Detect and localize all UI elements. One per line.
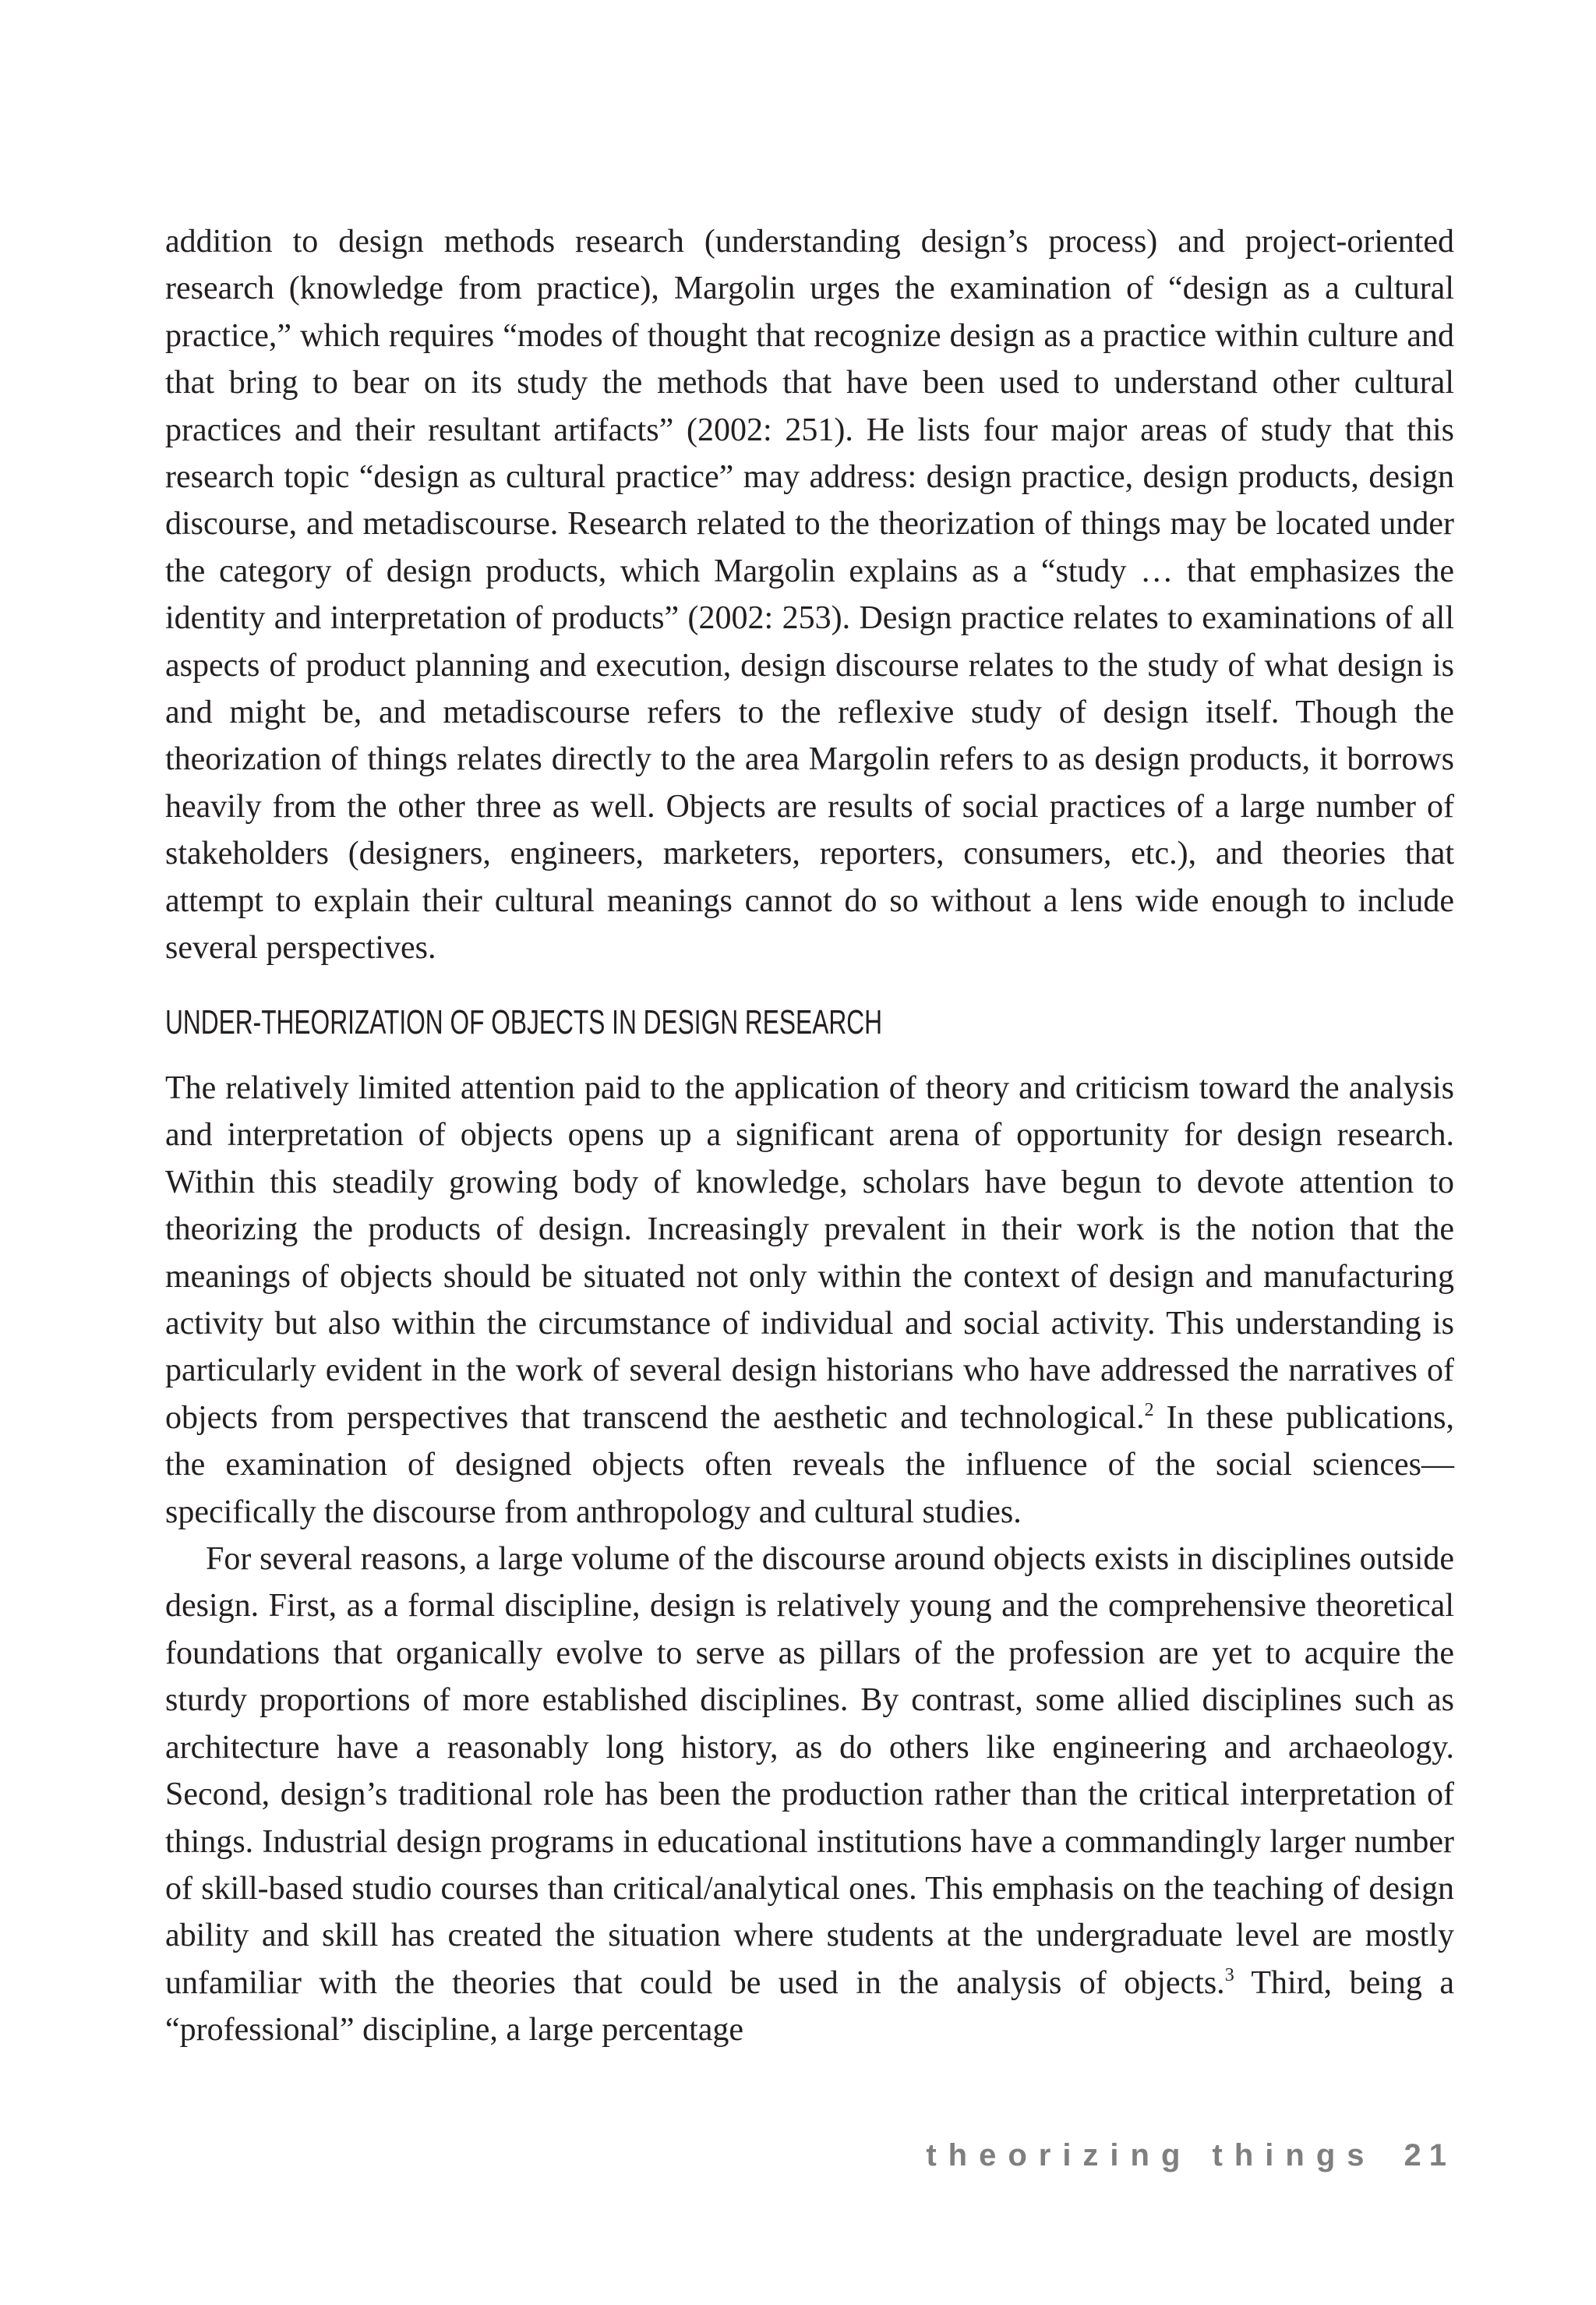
footnote-marker: 3 bbox=[1224, 1964, 1234, 1985]
paragraph-section-intro bbox=[165, 1065, 1454, 1536]
section-heading: UNDER-THEORIZATION OF OBJECTS IN DESIGN RESEARCH bbox=[165, 1003, 882, 1041]
paragraph-text: In these publications, the examination of designed objects often reveals the influence of the social sciences—specifically the discourse from anthropology and cultural studies. bbox=[165, 1399, 1454, 1530]
running-footer bbox=[926, 2136, 1454, 2175]
body-text-section bbox=[165, 1065, 1454, 2054]
paragraph-text: The relatively limited attention paid to the application of theory and criticism toward the analysis and interpretation of objects opens up a significant arena of opportunity for design research. Within this steadily growing body of knowledge, scholars have begun to devote attention to theorizing the products of design. Increasingly prevalent in their work is the notion that the meanings of objects should be situated not only within the context of design and manufacturing activity but also within the circumstance of individual and social activity. This understanding is particularly evident in the work of several design historians who have addressed the narratives of objects from perspectives that transcend the aesthetic and technological. bbox=[165, 1070, 1454, 1436]
paragraph-continued: addition to design methods research (understanding design’s process) and project-oriented research (knowledge from practice), Margolin urges the examination of “design as a cultural practice,” which requires “modes of thought that recognize design as a practice within culture and that bring to bear on its study the methods that have been used to understand other cultural practices and their resultant artifacts” (2002: 251). He lists four major areas of study that this research topic “design as cultural practice” may address: design practice, design products, design discourse, and metadiscourse. Research related to the theorization of things may be located under the category of design products, which Margolin explains as a “study … that emphasizes the identity and interpretation of products” (2002: 253). Design practice relates to examinations of all aspects of product planning and execution, design discourse relates to the study of what design is and might be, and metadiscourse refers to the reflexive study of design itself. Though the theorization of things relates directly to the area Margolin refers to as design products, it borrows heavily from the other three as well. Objects are results of social practices of a large number of stakeholders (designers, engineers, marketers, reporters, consumers, etc.), and theories that attempt to explain their cultural meanings cannot do so without a lens wide enough to include several perspectives. bbox=[165, 224, 1454, 967]
paragraph-several-reasons bbox=[165, 1536, 1454, 2053]
running-title: theorizing things bbox=[926, 2138, 1376, 2172]
body-text-top bbox=[165, 218, 1454, 972]
paragraph-text: For several reasons, a large volume of the discourse around objects exists in disciplines outside design. First, as a formal discipline, design is relatively young and the comprehensive theoretical foundations that organically evolve to serve as pillars of the profession are yet to acquire the sturdy proportions of more established disciplines. By contrast, some allied disciplines such as architecture have a reasonably long history, as do others like engineering and archaeology. Second, design’s traditional role has been the production rather than the critical interpretation of things. Industrial design programs in educational institutions have a commandingly larger number of skill-based studio courses than critical/analytical ones. This emphasis on the teaching of design ability and skill has created the situation where students at the undergraduate level are mostly unfamiliar with the theories that could be used in the analysis of objects. bbox=[165, 1541, 1454, 2001]
footnote-marker: 2 bbox=[1144, 1399, 1154, 1420]
page-number: 21 bbox=[1404, 2138, 1454, 2172]
paragraph-text: Third, being a “professional” discipline, a large percentage bbox=[165, 1964, 1454, 2049]
